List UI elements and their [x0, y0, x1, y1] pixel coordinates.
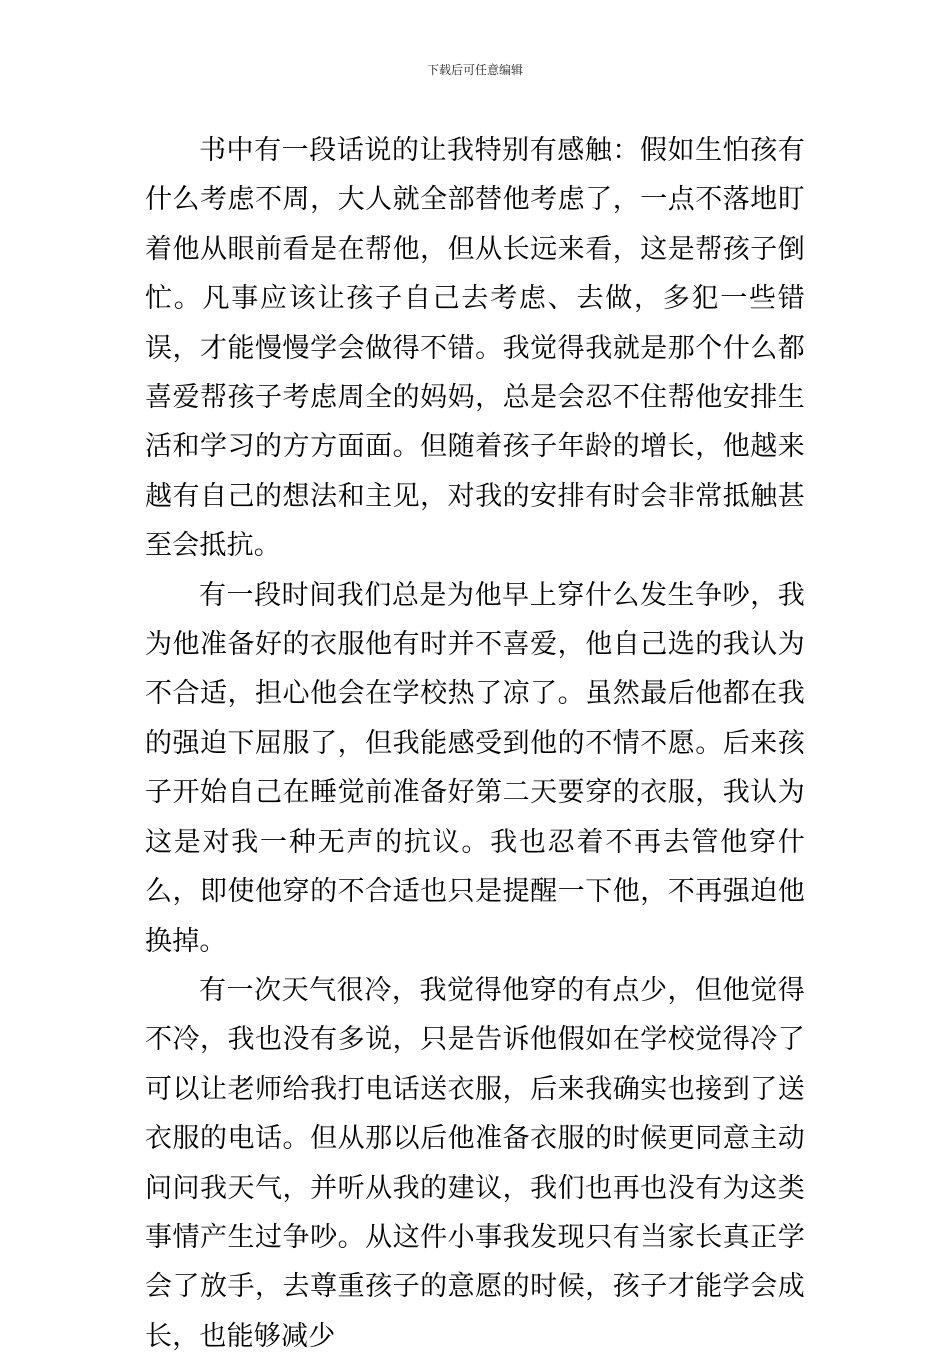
document-body: [145, 126, 805, 1361]
paragraph-2: 有一段时间我们总是为他早上穿什么发生争吵，我为他准备好的衣服他有时并不喜爱，他自己选的我认为不合适，担心他会在学校热了凉了。虽然最后他都在我的强迫下屈服了，但我能感受到他的不情不愿。后来孩子开始自己在睡觉前准备好第二天要穿的衣服，我认为这是对我一种无声的抗议。我也忍着不再去管他穿什么，即使他穿的不合适也只是提醒一下他，不再强迫他换掉。: [145, 579, 805, 957]
paragraph-1: 书中有一段话说的让我特别有感触：假如生怕孩有什么考虑不周，大人就全部替他考虑了，一点不落地盯着他从眼前看是在帮他，但从长远来看，这是帮孩子倒忙。凡事应该让孩子自己去考虑、去做，多犯一些错误，才能慢慢学会做得不错。我觉得我就是那个什么都喜爱帮孩子考虑周全的妈妈，总是会忍不住帮他安排生活和学习的方方面面。但随着孩子年龄的增长，他越来越有自己的想法和主见，对我的安排有时会非常抵触甚至会抵抗。: [145, 135, 805, 562]
page-header: 下载后可任意编辑: [426, 63, 523, 77]
paragraph-3: 有一次天气很冷，我觉得他穿的有点少，但他觉得不冷，我也没有多说，只是告诉他假如在学校觉得冷了可以让老师给我打电话送衣服，后来我确实也接到了送衣服的电话。但从那以后他准备衣服的时候更同意主动问问我天气，并听从我的建议，我们也再也没有为这类事情产生过争吵。从这件小事我发现只有当家长真正学会了放手，去尊重孩子的意愿的时候，孩子才能学会成长，也能够减少: [145, 974, 805, 1352]
